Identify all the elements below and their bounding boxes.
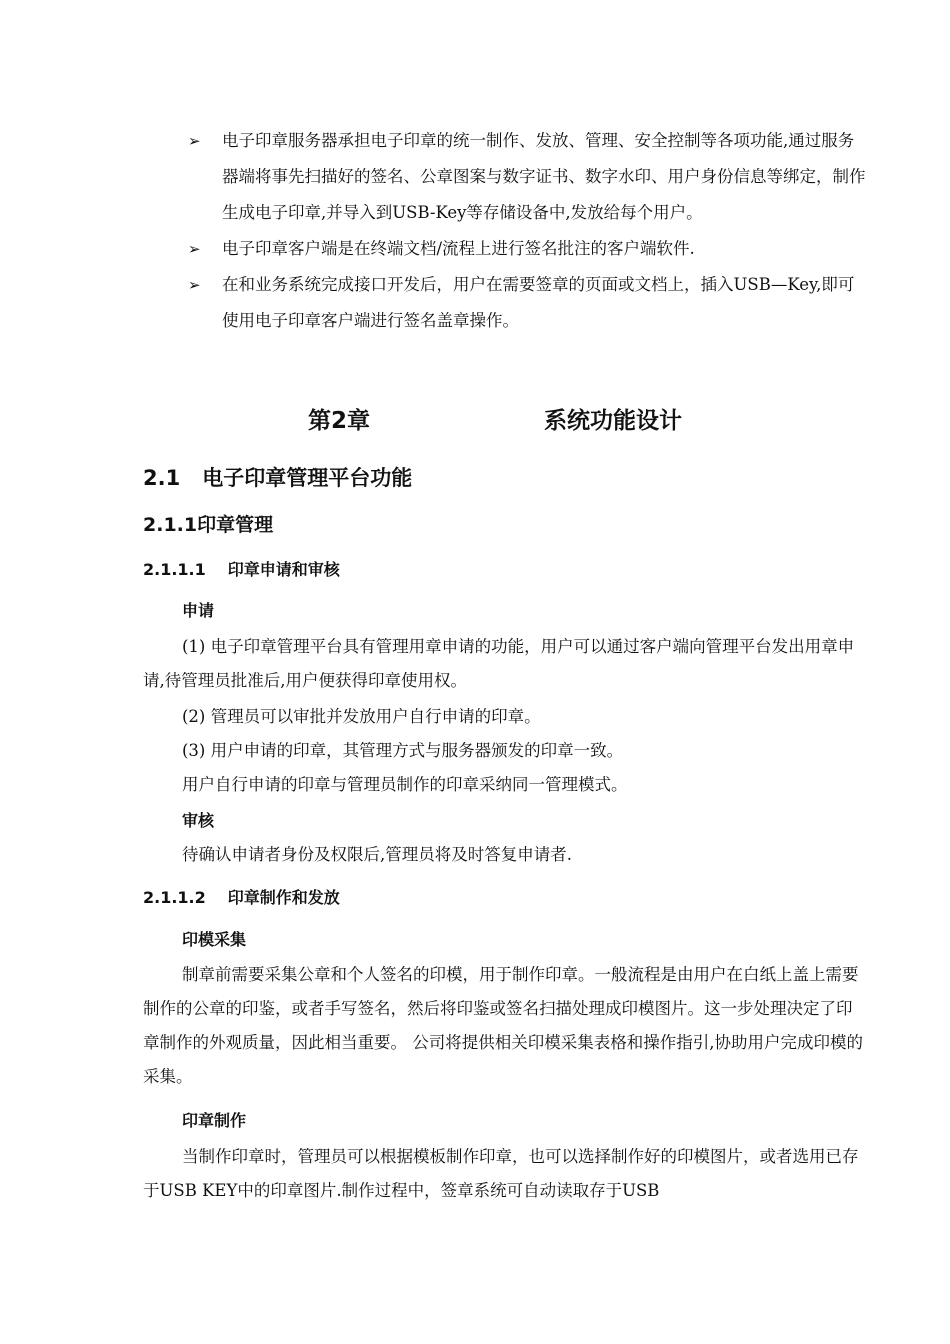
chapter-heading <box>0 398 950 438</box>
subsubsection-heading <box>143 885 340 908</box>
arrow-bullet-icon: ➢ <box>188 132 201 150</box>
section-title: 电子印章管理平台功能 <box>202 466 413 490</box>
bullet-text: 在和业务系统完成接口开发后，用户在需要签章的页面或文档上，插入USB—Key,即可使用电子印章客户端进行签名盖章操作。 <box>222 275 855 330</box>
apply-paragraph-2: (2) 管理员可以审批并发放用户自行申请的印章。 <box>182 707 541 726</box>
make-paragraph: 当制作印章时，管理员可以根据模板制作印章，也可以选择制作好的印模图片，或者选用已存于USB KEY中的印章图片.制作过程中，签章系统可自动读取存于USB <box>143 1147 859 1200</box>
apply-paragraph-4: 用户自行申请的印章与管理员制作的印章采纳同一管理模式。 <box>182 775 628 794</box>
apply-paragraph-3: (3) 用户申请的印章，其管理方式与服务器颁发的印章一致。 <box>182 741 624 760</box>
chapter-title: 系统功能设计 <box>544 408 682 434</box>
arrow-bullet-icon: ➢ <box>188 240 201 258</box>
subsubsection-number: 2.1.1.2 <box>143 888 206 907</box>
bullet-item <box>186 231 866 267</box>
subsubsection-title: 印章制作和发放 <box>227 888 340 907</box>
bullet-text: 电子印章客户端是在终端文档/流程上进行签名批注的客户端软件. <box>222 239 695 258</box>
bullet-item <box>186 267 866 339</box>
collect-paragraph: 制章前需要采集公章和个人签名的印模，用于制作印章。一般流程是由用户在白纸上盖上需要制作的公章的印鉴，或者手写签名，然后将印鉴或签名扫描处理成印模图片。这一步处理决定了印章制作的外观质量，因此相当重要。 公司将提供相关印模采集表格和操作指引,协助用户完成印模的采集。 <box>143 965 863 1086</box>
collect-heading: 印模采集 <box>182 930 247 949</box>
arrow-bullet-icon: ➢ <box>188 276 201 294</box>
apply-paragraph-1: (1) 电子印章管理平台具有管理用章申请的功能，用户可以通过客户端向管理平台发出用章申请,待管理员批准后,用户便获得印章使用权。 <box>143 637 855 690</box>
make-heading: 印章制作 <box>182 1111 247 1130</box>
bullet-text: 电子印章服务器承担电子印章的统一制作、发放、管理、安全控制等各项功能,通过服务器端将事先扫描好的签名、公章图案与数字证书、数字水印、用户身份信息等绑定，制作生成电子印章,并导入到USB-Key等存储设备中,发放给每个用户。 <box>222 131 866 222</box>
subsection-heading: 2.1.1印章管理 <box>143 514 274 536</box>
chapter-number: 第2章 <box>308 408 371 434</box>
subsubsection-heading <box>143 557 340 580</box>
bullet-list <box>186 123 866 339</box>
section-number: 2.1 <box>143 466 181 490</box>
subsubsection-number: 2.1.1.1 <box>143 560 206 579</box>
bullet-item <box>186 123 866 231</box>
apply-heading: 申请 <box>182 601 215 620</box>
section-heading <box>143 462 412 492</box>
review-heading: 审核 <box>182 811 215 830</box>
review-paragraph: 待确认申请者身份及权限后,管理员将及时答复申请者. <box>182 845 572 864</box>
subsubsection-title: 印章申请和审核 <box>227 560 340 579</box>
